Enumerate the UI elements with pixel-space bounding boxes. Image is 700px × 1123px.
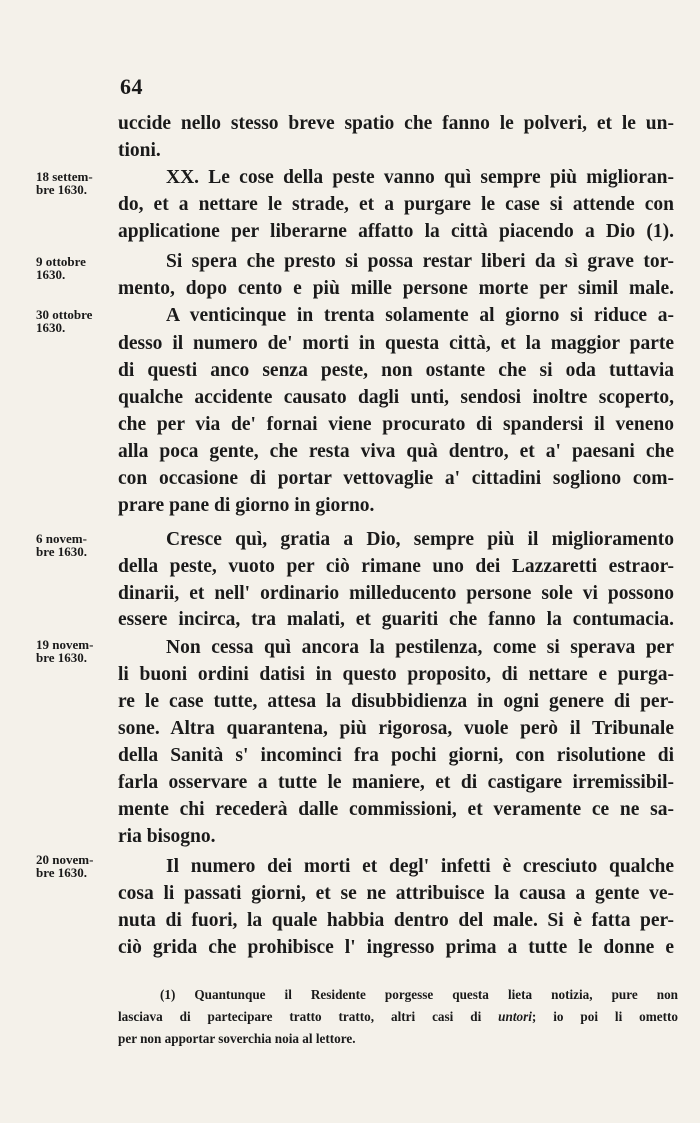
- text-line: mento, dopo cento e più mille persone morte per simil male.: [118, 278, 674, 299]
- text-line: sone. Altra quarantena, più rigorosa, vuole però il Tribunale: [118, 718, 674, 739]
- footnote-text: lasciava di partecipare tratto tratto, altri casi di: [118, 1009, 499, 1024]
- text-line: do, et a nettare le strade, et a purgare le case si attende con: [118, 194, 674, 215]
- text-line: applicatione per liberarne affatto la città piacendo a Dio (1).: [118, 221, 674, 242]
- footnote-text: ; io poi li ometto: [531, 1009, 678, 1024]
- footnote-emphasis: untori: [498, 1009, 532, 1024]
- margin-note: 9 ottobre 1630.: [36, 254, 86, 282]
- margin-note: 6 novem- bre 1630.: [36, 531, 88, 559]
- text-line: nuta di fuori, la quale habbia dentro del male. Si è fatta per-: [118, 910, 674, 931]
- text-line: ciò grida che prohibisce l' ingresso prima a tutte le donne e: [118, 937, 674, 958]
- footnote-line: (1) Quantunque il Residente porgesse questa lieta notizia, pure non: [160, 987, 678, 1002]
- text-line: farla osservare a tutte le maniere, et di castigare irremissibil-: [118, 772, 674, 793]
- text-line: Cresce quì, gratia a Dio, sempre più il miglioramento: [166, 529, 674, 550]
- text-line: uccide nello stesso breve spatio che fanno le polveri, et le un-: [118, 113, 674, 134]
- text-line: XX. Le cose della peste vanno quì sempre più miglioran-: [166, 167, 674, 188]
- text-line: qualche accidente causato dagli unti, sendosi inoltre scoperto,: [118, 387, 674, 408]
- text-line: Il numero dei morti et degl' infetti è cresciuto qualche: [166, 856, 674, 877]
- text-line: essere incirca, tra malati, et guariti che fanno la contumacia.: [118, 609, 674, 630]
- text-line: ria bisogno.: [118, 826, 216, 847]
- text-line: Si spera che presto si possa restar liberi da sì grave tor-: [166, 251, 674, 272]
- text-line: di questi anco senza peste, non ostante che si oda tuttavia: [118, 360, 674, 381]
- text-line: prare pane di giorno in giorno.: [118, 495, 375, 516]
- text-line: tioni.: [118, 140, 161, 161]
- page-number: 64: [120, 74, 143, 99]
- margin-note: 19 novem- bre 1630.: [36, 637, 94, 665]
- text-line: li buoni ordini datisi in questo proposito, di nettare e purga-: [118, 664, 674, 685]
- text-line: re le case tutte, attesa la disubbidienza in ogni genere di per-: [118, 691, 674, 712]
- footnote-line: per non apportar soverchia noia al lettore.: [118, 1031, 356, 1046]
- text-line: della peste, vuoto per ciò rimane uno dei Lazzaretti estraor-: [118, 556, 674, 577]
- text-line: desso il numero de' morti in questa città, et la maggior parte: [118, 333, 674, 354]
- text-line: A venticinque in trenta solamente al giorno si riduce a-: [166, 305, 674, 326]
- text-line: mente chi recederà dalle commissioni, et veramente ce ne sa-: [118, 799, 674, 820]
- text-line: dinarii, et nell' ordinario milleducento persone sole vi possono: [118, 583, 674, 604]
- margin-note: 30 ottobre 1630.: [36, 307, 93, 335]
- text-line: alla poca gente, che resta viva quà dentro, et a' paesani che: [118, 441, 674, 462]
- text-line: Non cessa quì ancora la pestilenza, come si sperava per: [166, 637, 674, 658]
- text-line: della Sanità s' incominci fra pochi giorni, con risolutione di: [118, 745, 674, 766]
- text-line: che per via de' fornai viene procurato di spandersi il veneno: [118, 414, 674, 435]
- margin-note: 20 novem- bre 1630.: [36, 852, 94, 880]
- margin-note: 18 settem- bre 1630.: [36, 169, 93, 197]
- text-line: cosa li passati giorni, et se ne attribuisce la causa a gente ve-: [118, 883, 674, 904]
- text-line: con occasione di portar vettovaglie a' cittadini sogliono com-: [118, 468, 674, 489]
- footnote-line: [118, 1006, 678, 1027]
